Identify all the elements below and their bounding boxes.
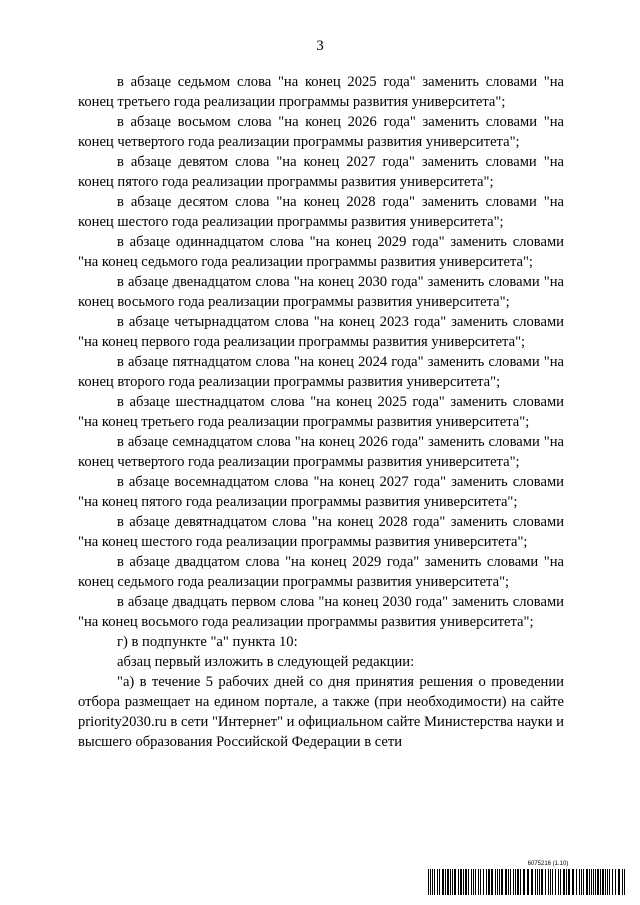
paragraph: в абзаце двенадцатом слова "на конец 2030 года" заменить словами "на конец восьмого года реализации программы развития университета"; — [78, 274, 564, 310]
barcode-caption: 6075216 (1.10) — [527, 861, 569, 867]
paragraph: в абзаце девятом слова "на конец 2027 года" заменить словами "на конец пятого года реализации программы развития университета"; — [78, 154, 564, 190]
paragraph: в абзаце семнадцатом слова "на конец 2026 года" заменить словами "на конец четвертого года реализации программы развития университета"; — [78, 434, 564, 470]
paragraph: в абзаце двадцатом слова "на конец 2029 года" заменить словами "на конец седьмого года реализации программы развития университета"; — [78, 554, 564, 590]
paragraph: в абзаце восьмом слова "на конец 2026 года" заменить словами "на конец четвертого года реализации программы развития университета"; — [78, 114, 564, 150]
paragraph: в абзаце четырнадцатом слова "на конец 2023 года" заменить словами "на конец первого года реализации программы развития университета"; — [78, 314, 564, 350]
page-number: 3 — [316, 38, 324, 54]
paragraph: в абзаце пятнадцатом слова "на конец 2024 года" заменить словами "на конец второго года реализации программы развития университета"; — [78, 354, 564, 390]
barcode-icon — [428, 869, 628, 895]
paragraph: абзац первый изложить в следующей редакции: — [117, 654, 415, 670]
barcode-block — [428, 861, 628, 895]
document-body — [78, 72, 564, 752]
paragraph: в абзаце двадцать первом слова "на конец 2030 года" заменить словами "на конец восьмого года реализации программы развития университета"; — [78, 594, 564, 630]
paragraph: в абзаце девятнадцатом слова "на конец 2028 года" заменить словами "на конец шестого года реализации программы развития университета"; — [78, 514, 564, 550]
paragraph: в абзаце шестнадцатом слова "на конец 2025 года" заменить словами "на конец третьего года реализации программы развития университета"; — [78, 394, 564, 430]
paragraph: в абзаце седьмом слова "на конец 2025 года" заменить словами "на конец третьего года реализации программы развития университета"; — [78, 74, 564, 110]
paragraph: в абзаце одиннадцатом слова "на конец 2029 года" заменить словами "на конец седьмого года реализации программы развития университета"; — [78, 234, 564, 270]
paragraph: в абзаце восемнадцатом слова "на конец 2027 года" заменить словами "на конец пятого года реализации программы развития университета"; — [78, 474, 564, 510]
paragraph: "а) в течение 5 рабочих дней со дня принятия решения о проведении отбора размещает на едином портале, а также (при необходимости) на сайте priority2030.ru в сети "Интернет" и официальном сайте Министерства науки и высшего образования Российской Федерации в сети — [78, 674, 564, 750]
paragraph: в абзаце десятом слова "на конец 2028 года" заменить словами "на конец шестого года реализации программы развития университета"; — [78, 194, 564, 230]
paragraph: г) в подпункте "а" пункта 10: — [117, 634, 298, 650]
